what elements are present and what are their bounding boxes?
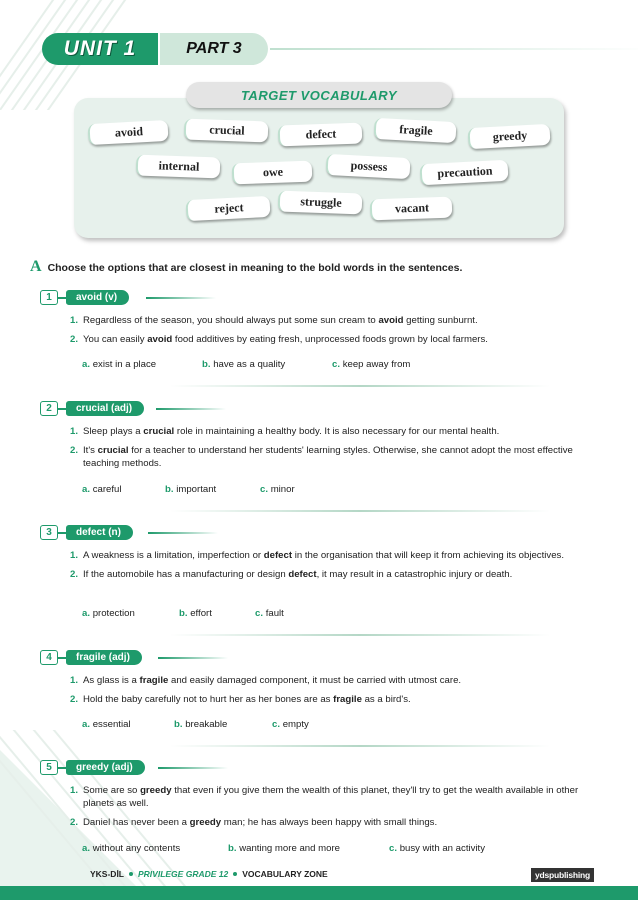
vocab-word: vacant [370, 197, 453, 221]
item-word: avoid (v) [66, 290, 129, 305]
item-number: 4 [40, 650, 58, 665]
footer-bar [0, 886, 638, 900]
vocab-word: owe [232, 161, 313, 185]
item-separator [170, 634, 550, 636]
unit-label: UNIT 1 [42, 33, 158, 65]
target-word: defect [263, 550, 293, 561]
option-b[interactable] [174, 719, 227, 730]
instruction [30, 258, 462, 276]
vocab-word: internal [136, 155, 221, 179]
option-c[interactable] [332, 359, 410, 370]
item-word: greedy (adj) [66, 760, 145, 775]
vocabulary-box [74, 98, 564, 238]
part-label: PART 3 [160, 33, 268, 65]
connector [58, 408, 66, 410]
option-text: essential [92, 719, 131, 730]
sentence-text: A weakness is a limitation, imperfection or [83, 550, 264, 561]
option-text: careful [92, 484, 122, 495]
sentence-text: that even if you give them the wealth of this planet, they'll try to get the wealth available in other planets as well. [83, 785, 579, 809]
sentence-text: Hold the baby carefully not to hurt her as her bones are as [83, 694, 334, 705]
connector [58, 297, 66, 299]
option-text: protection [92, 608, 135, 619]
option-a[interactable] [82, 843, 180, 854]
sentence [70, 784, 600, 810]
option-text: important [176, 484, 217, 495]
sentence [70, 333, 600, 346]
option-b[interactable] [165, 484, 216, 495]
item-word: defect (n) [66, 525, 133, 540]
item-number: 2 [40, 401, 58, 416]
option-letter: c. [389, 843, 398, 854]
target-word: greedy [140, 785, 172, 796]
footer-text [90, 869, 328, 879]
footer-zone: VOCABULARY ZONE [242, 869, 328, 879]
item-number: 5 [40, 760, 58, 775]
target-word: defect [288, 569, 317, 580]
sentences [70, 784, 600, 835]
option-c[interactable] [255, 608, 284, 619]
sentence-number: 1. [70, 315, 79, 326]
question-item [40, 525, 600, 619]
option-letter: b. [165, 484, 174, 495]
item-header [40, 290, 600, 306]
sentence-text: If the automobile has a manufacturing or design [83, 569, 289, 580]
item-word: crucial (adj) [66, 401, 144, 416]
connector [58, 657, 66, 659]
sentence [70, 549, 600, 562]
sentence [70, 674, 600, 687]
item-separator [170, 510, 550, 512]
item-number: 1 [40, 290, 58, 305]
question-item [40, 650, 600, 730]
item-separator [170, 745, 550, 747]
sentence-text: man; he has always been happy with small things. [221, 817, 438, 828]
sentence-text: food additives by eating fresh, unprocessed foods grown by local farmers. [172, 334, 488, 345]
sentence-text: in the organisation that will keep it from achieving its objectives. [292, 550, 564, 561]
option-text: effort [190, 608, 212, 619]
footer-exam: YKS-DİL [90, 869, 124, 879]
sentence-text: as a bird's. [361, 694, 411, 705]
pill-rule [148, 532, 218, 534]
connector [58, 532, 66, 534]
bullet-icon [233, 872, 237, 876]
sentences [70, 314, 600, 352]
option-letter: b. [202, 359, 211, 370]
sentence [70, 444, 600, 470]
sentence-text: , it may result in a catastrophic injury or death. [316, 569, 513, 580]
sentence-number: 2. [70, 445, 79, 456]
vocab-word: reject [186, 196, 271, 221]
page-header [42, 33, 638, 65]
option-letter: a. [82, 359, 91, 370]
sentence-text: You can easily [83, 334, 148, 345]
option-text: busy with an activity [399, 843, 486, 854]
option-letter: b. [174, 719, 183, 730]
sentence-text: Some are so [83, 785, 141, 796]
publisher-logo: ydspublishing [531, 868, 594, 882]
sentences [70, 674, 600, 712]
option-a[interactable] [82, 608, 135, 619]
option-letter: c. [260, 484, 269, 495]
sentence-number: 1. [70, 785, 79, 796]
item-separator [170, 385, 550, 387]
sentence-text: As glass is a [83, 675, 140, 686]
option-text: without any contents [92, 843, 181, 854]
option-text: have as a quality [213, 359, 286, 370]
sentence [70, 693, 600, 706]
sentence-text: getting sunburnt. [403, 315, 478, 326]
sentence [70, 314, 600, 327]
vocab-word: precaution [420, 160, 509, 186]
section-letter: A [30, 258, 42, 275]
target-word: crucial [143, 426, 175, 437]
page-footer [0, 864, 638, 886]
sentence [70, 816, 600, 829]
vocab-word: fragile [374, 118, 457, 143]
option-text: breakable [185, 719, 228, 730]
option-letter: b. [228, 843, 237, 854]
bullet-icon [129, 872, 133, 876]
sentence-number: 2. [70, 817, 79, 828]
sentence [70, 568, 600, 581]
sentence-text: Sleep plays a [83, 426, 144, 437]
option-b[interactable] [202, 359, 285, 370]
sentence-text: Regardless of the season, you should always put some sun cream to [83, 315, 379, 326]
pill-rule [158, 657, 228, 659]
question-item [40, 290, 600, 370]
item-header [40, 525, 600, 541]
sentence-number: 1. [70, 426, 79, 437]
vocab-word: defect [278, 123, 363, 147]
target-word: avoid [378, 315, 404, 326]
vocab-word: possess [326, 154, 411, 179]
sentence-text: role in maintaining a healthy body. It is also necessary for our mental health. [174, 426, 500, 437]
vocab-word: crucial [184, 119, 269, 143]
pill-rule [158, 767, 228, 769]
sentence [70, 425, 600, 438]
option-c[interactable] [272, 719, 309, 730]
target-word: fragile [139, 675, 169, 686]
item-header [40, 760, 600, 776]
option-text: keep away from [342, 359, 411, 370]
vocab-word: avoid [88, 120, 169, 145]
target-word: fragile [333, 694, 362, 705]
pill-rule [146, 297, 216, 299]
option-c[interactable] [260, 484, 295, 495]
vocabulary-title: TARGET VOCABULARY [186, 82, 452, 108]
option-letter: c. [255, 608, 264, 619]
sentence-number: 2. [70, 569, 79, 580]
target-word: crucial [97, 445, 129, 456]
option-a[interactable] [82, 359, 156, 370]
option-letter: c. [332, 359, 341, 370]
header-rule [270, 48, 638, 50]
option-letter: c. [272, 719, 281, 730]
footer-series: PRIVILEGE GRADE 12 [138, 869, 229, 879]
option-b[interactable] [179, 608, 212, 619]
option-text: fault [265, 608, 284, 619]
sentence-text: It's [83, 445, 98, 456]
option-letter: a. [82, 608, 91, 619]
sentence-number: 2. [70, 694, 79, 705]
option-text: empty [282, 719, 309, 730]
vocab-word: struggle [278, 191, 363, 215]
option-letter: a. [82, 719, 91, 730]
option-text: wanting more and more [239, 843, 340, 854]
sentences [70, 549, 600, 587]
sentences [70, 425, 600, 476]
option-b[interactable] [228, 843, 340, 854]
option-letter: a. [82, 484, 91, 495]
option-a[interactable] [82, 719, 131, 730]
sentence-text: for a teacher to understand her students' learning styles. Otherwise, she cannot adopt the most effective teaching methods. [83, 445, 573, 469]
sentence-number: 1. [70, 550, 79, 561]
sentence-text: and easily damaged component, it must be carried with utmost care. [168, 675, 462, 686]
option-text: exist in a place [92, 359, 157, 370]
item-header [40, 401, 600, 417]
option-letter: b. [179, 608, 188, 619]
target-word: avoid [147, 334, 173, 345]
question-item [40, 401, 600, 495]
target-word: greedy [189, 817, 222, 828]
sentence-number: 1. [70, 675, 79, 686]
item-number: 3 [40, 525, 58, 540]
option-a[interactable] [82, 484, 121, 495]
pill-rule [156, 408, 226, 410]
option-c[interactable] [389, 843, 485, 854]
question-item [40, 760, 600, 854]
option-letter: a. [82, 843, 91, 854]
sentence-number: 2. [70, 334, 79, 345]
item-word: fragile (adj) [66, 650, 142, 665]
item-header [40, 650, 600, 666]
option-text: minor [270, 484, 295, 495]
connector [58, 767, 66, 769]
instruction-text: Choose the options that are closest in meaning to the bold words in the sentences. [47, 262, 463, 274]
vocab-word: greedy [468, 124, 551, 149]
sentence-text: Daniel has never been a [83, 817, 190, 828]
